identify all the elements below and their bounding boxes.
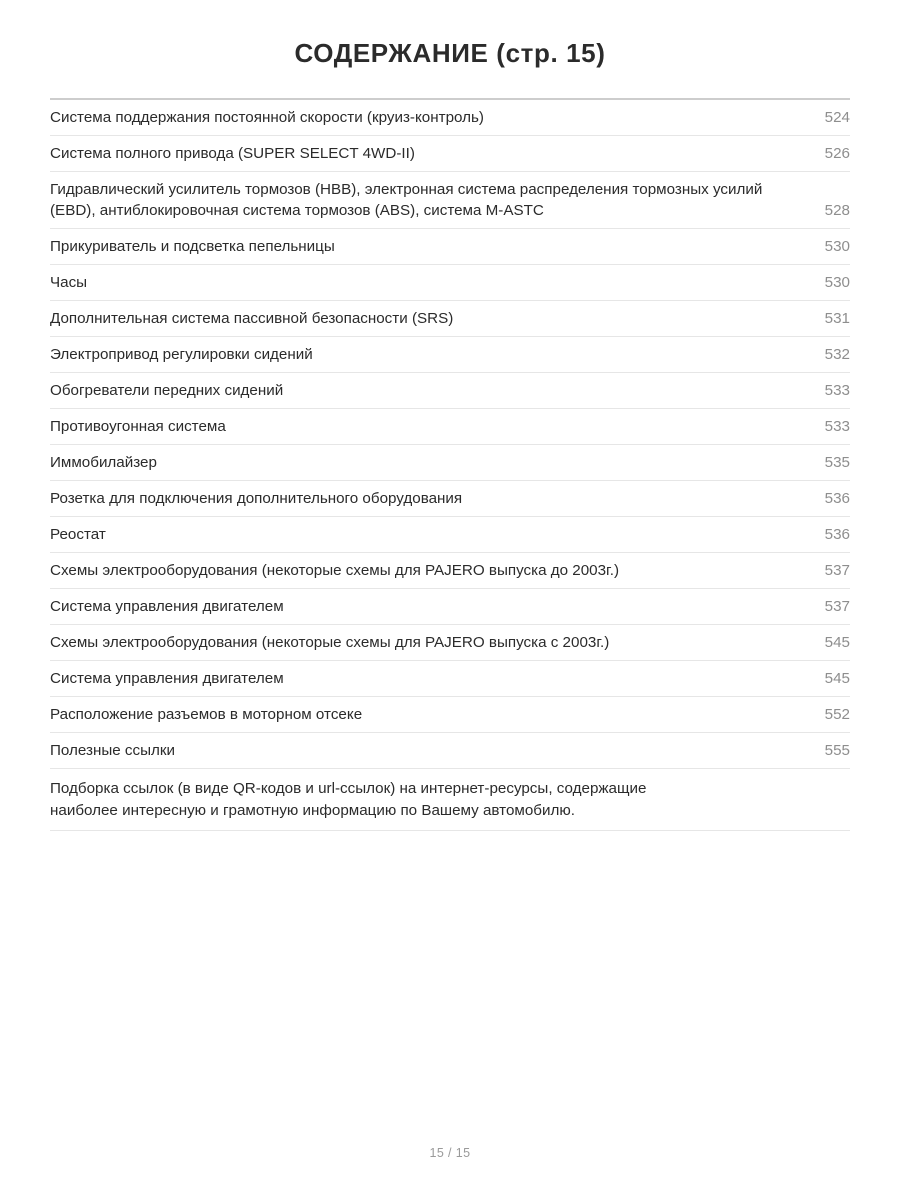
toc-entry-page-number: 535 <box>824 454 850 472</box>
toc-entry-title[interactable]: Схемы электрооборудования (некоторые схемы для PAJERO выпуска до 2003г.) <box>50 562 620 580</box>
toc-entry-title[interactable]: Дополнительная система пассивной безопасности (SRS) <box>50 310 454 328</box>
toc-entry-page-number: 537 <box>824 598 850 616</box>
toc-entry-title[interactable]: Иммобилайзер <box>50 454 157 472</box>
toc-entry-page-number: 555 <box>824 742 850 760</box>
toc-entry-title[interactable]: Полезные ссылки <box>50 742 176 760</box>
toc-entry-title[interactable]: Система поддержания постоянной скорости (круиз-контроль) <box>50 109 484 127</box>
toc-entry-title[interactable]: Прикуриватель и подсветка пепельницы <box>50 238 335 256</box>
toc-entry-row[interactable] <box>50 409 850 445</box>
toc-entry-page-number: 545 <box>824 634 850 652</box>
toc-entry-page-number: 545 <box>824 670 850 688</box>
toc-entry-page-number: 533 <box>824 382 850 400</box>
toc-entry-row[interactable] <box>50 265 850 301</box>
toc-entry-page-number: 552 <box>824 706 850 724</box>
toc-entry-row[interactable] <box>50 445 850 481</box>
toc-entry-row[interactable] <box>50 337 850 373</box>
toc-note-line-1: Подборка ссылок (в виде QR-кодов и url-ссылок) на интернет-ресурсы, содержащие <box>50 780 647 798</box>
toc-entry-title[interactable]: Система полного привода (SUPER SELECT 4WD-II) <box>50 145 415 163</box>
toc-entry-row[interactable] <box>50 733 850 769</box>
toc-entry-page-number: 530 <box>824 238 850 256</box>
toc-entry-row[interactable] <box>50 661 850 697</box>
toc-entry-row[interactable] <box>50 697 850 733</box>
toc-entry-title[interactable]: Реостат <box>50 526 106 544</box>
toc-note-text <box>50 769 850 831</box>
toc-entry-title[interactable]: Система управления двигателем <box>50 670 284 688</box>
toc-entry-row[interactable] <box>50 481 850 517</box>
toc-entry-row[interactable] <box>50 100 850 136</box>
toc-entry-title[interactable]: Гидравлический усилитель тормозов (HBB), электронная система распределения тормозных усилий (EBD), антиблокировочная система тормозов (ABS), система M-ASTC <box>50 181 763 220</box>
toc-entry-row[interactable] <box>50 229 850 265</box>
toc-entry-title[interactable]: Обогреватели передних сидений <box>50 382 284 400</box>
toc-entry-page-number: 533 <box>824 418 850 436</box>
toc-entry-page-number: 530 <box>824 274 850 292</box>
toc-entry-title[interactable]: Система управления двигателем <box>50 598 284 616</box>
toc-entry-title[interactable]: Расположение разъемов в моторном отсеке <box>50 706 363 724</box>
toc-entry-title[interactable]: Противоугонная система <box>50 418 226 436</box>
toc-entry-row[interactable] <box>50 517 850 553</box>
toc-entry-page-number: 528 <box>824 202 850 220</box>
toc-entry-row[interactable] <box>50 172 850 229</box>
toc-entry-row[interactable] <box>50 589 850 625</box>
toc-entry-page-number: 524 <box>824 109 850 127</box>
toc-entry-title[interactable]: Часы <box>50 274 88 292</box>
toc-entry-title[interactable]: Электропривод регулировки сидений <box>50 346 313 364</box>
toc-entry-page-number: 537 <box>824 562 850 580</box>
toc-entry-page-number: 532 <box>824 346 850 364</box>
toc-entry-row[interactable] <box>50 553 850 589</box>
toc-entry-page-number: 526 <box>824 145 850 163</box>
toc-entry-title[interactable]: Схемы электрооборудования (некоторые схемы для PAJERO выпуска с 2003г.) <box>50 634 610 652</box>
page-footer: 15 / 15 <box>429 1146 471 1160</box>
toc-note-line-2: наиболее интересную и грамотную информацию по Вашему автомобилю. <box>50 801 575 819</box>
toc-entry-page-number: 536 <box>824 526 850 544</box>
toc-entry-row[interactable] <box>50 625 850 661</box>
toc-entry-row[interactable] <box>50 301 850 337</box>
toc-entry-title[interactable]: Розетка для подключения дополнительного оборудования <box>50 490 463 508</box>
page-title: СОДЕРЖАНИЕ (стр. 15) <box>294 38 606 68</box>
toc-entry-row[interactable] <box>50 136 850 172</box>
table-of-contents <box>50 100 850 831</box>
toc-entry-page-number: 531 <box>824 310 850 328</box>
toc-entry-row[interactable] <box>50 373 850 409</box>
toc-entry-page-number: 536 <box>824 490 850 508</box>
toc-note-row <box>50 769 850 831</box>
